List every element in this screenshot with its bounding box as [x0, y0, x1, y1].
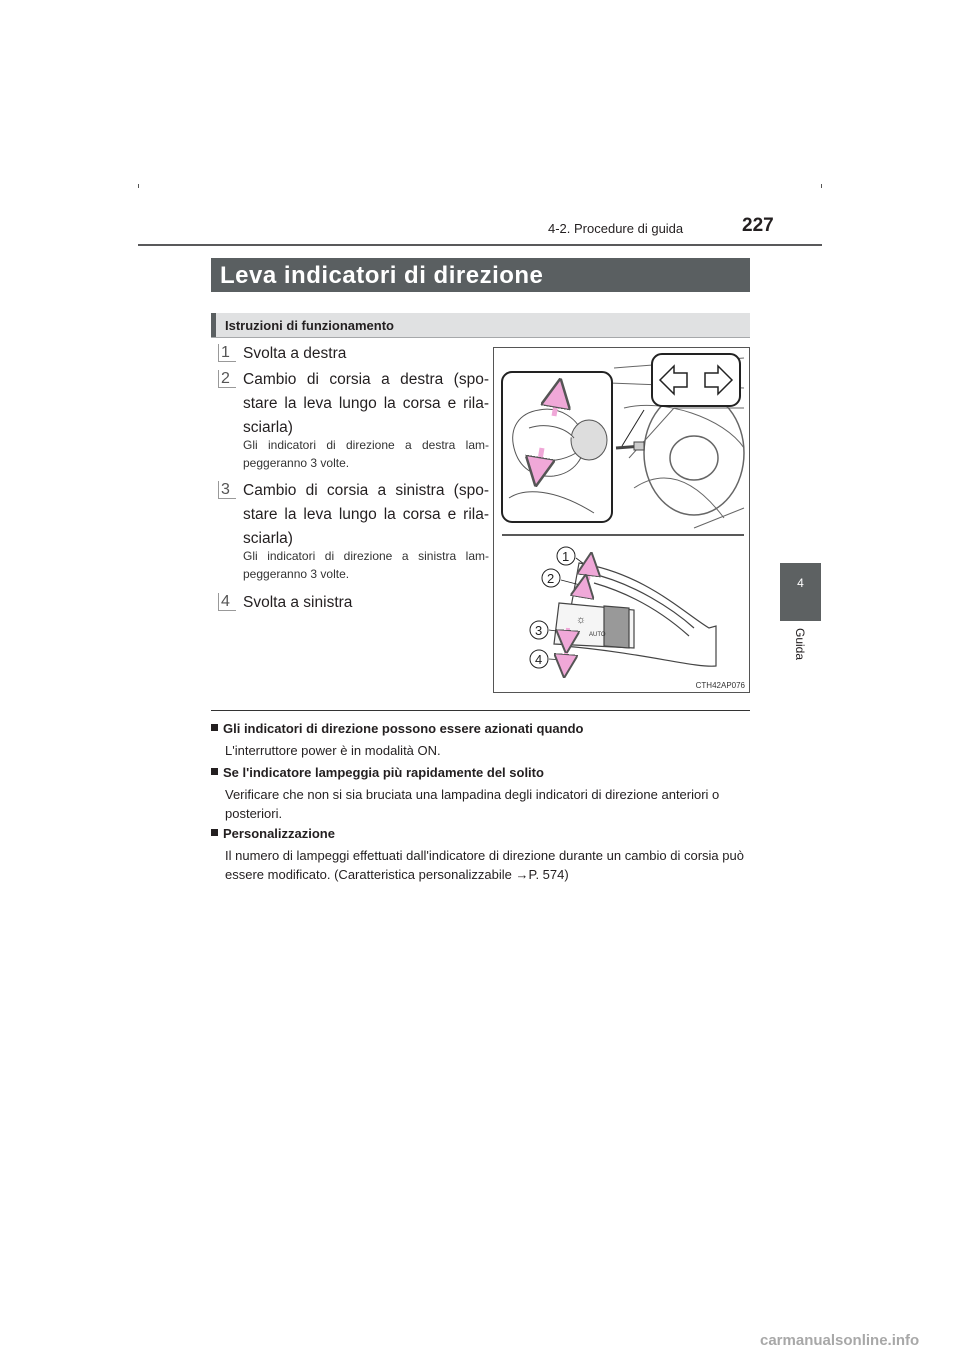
crop-mark: [821, 184, 822, 188]
figure-code: CTH42AP076: [695, 681, 745, 690]
note-heading-text: Gli indicatori di direzione possono essere azionati quando: [223, 721, 584, 736]
step-number-badge: [218, 344, 236, 362]
section-title-bar: [211, 258, 750, 292]
notes-divider: [211, 710, 750, 711]
note-body: Verificare che non si sia bruciata una lampadina degli indicatori di direzione anteriori o posteriori.: [225, 787, 720, 821]
subsection-accent: [211, 313, 216, 337]
note-fast-blinking: [211, 764, 756, 823]
crop-mark: [138, 184, 139, 188]
watermark-logo: carmanualsonline.info: [760, 1332, 920, 1349]
square-bullet-icon: [211, 724, 218, 731]
step-note: Gli indicatori di direzione a sinistra lam-peggeranno 3 volte.: [243, 549, 489, 581]
step-1: [218, 344, 488, 368]
step-text: Svolta a destra: [243, 345, 347, 362]
turn-signal-drawing: [494, 348, 749, 692]
note-heading-text: Personalizzazione: [223, 826, 335, 841]
note-heading: [211, 825, 756, 843]
subsection-title: Istruzioni di funzionamento: [225, 318, 394, 333]
page-number: 227: [742, 215, 774, 236]
step-number-badge: [218, 481, 236, 499]
down-arrow-3-icon: [567, 628, 568, 642]
step-text: Svolta a sinistra: [243, 594, 353, 611]
step-4: [218, 593, 488, 617]
square-bullet-icon: [211, 768, 218, 775]
header-divider: [138, 244, 822, 246]
step-number-badge: [218, 593, 236, 611]
light-icon: ☼: [576, 614, 587, 626]
up-arrow-1-icon: [588, 564, 590, 580]
step-number: 1: [221, 344, 230, 361]
callout-2: 2: [547, 571, 555, 586]
callout-3: 3: [535, 623, 543, 638]
note-operating-conditions: [211, 720, 756, 760]
chapter-tab-label: Guida: [793, 628, 807, 661]
step-number-badge: [218, 370, 236, 388]
down-arrow-4-icon: [565, 653, 566, 666]
step-number: 3: [221, 481, 230, 498]
callout-line: [549, 659, 564, 660]
chapter-tab[interactable]: 4: [780, 563, 821, 621]
note-heading-text: Se l'indicatore lampeggia più rapidamente del solito: [223, 765, 544, 780]
square-bullet-icon: [211, 829, 218, 836]
inset-pointer: [622, 410, 644, 446]
note-heading: [211, 764, 756, 782]
note-heading: [211, 720, 756, 738]
turn-signal-illustration: [493, 347, 750, 693]
callout-4: 4: [535, 652, 543, 667]
step-number: 2: [221, 370, 230, 387]
note-body: Il numero di lampeggi effettuati dall'indicatore di direzione durante un cambio di corsia può essere modificato. (Caratteristica personalizzabile →P. 574): [225, 848, 744, 882]
subsection-bar: [211, 313, 750, 338]
step-number: 4: [221, 593, 230, 610]
note-body: L'interruttore power è in modalità ON.: [225, 743, 441, 758]
step-3: [218, 481, 488, 591]
auto-label: AUTO: [589, 632, 606, 638]
step-text: Cambio di corsia a sinistra (spo-stare la leva lungo la corsa e rila-sciarla): [243, 482, 489, 547]
step-2: [218, 370, 488, 480]
lever-tip: [634, 442, 644, 450]
step-note: Gli indicatori di direzione a destra lam-peggeranno 3 volte.: [243, 438, 489, 470]
section-title: Leva indicatori di direzione: [220, 262, 544, 289]
note-customization: [211, 825, 756, 884]
chapter-title: 4-2. Procedure di guida: [548, 221, 684, 236]
steering-wheel: [644, 391, 744, 515]
callout-1: 1: [562, 549, 570, 564]
step-text: Cambio di corsia a destra (spo-stare la leva lungo la corsa e rila-sciarla): [243, 371, 489, 436]
up-arrow-2-icon: [582, 586, 584, 598]
